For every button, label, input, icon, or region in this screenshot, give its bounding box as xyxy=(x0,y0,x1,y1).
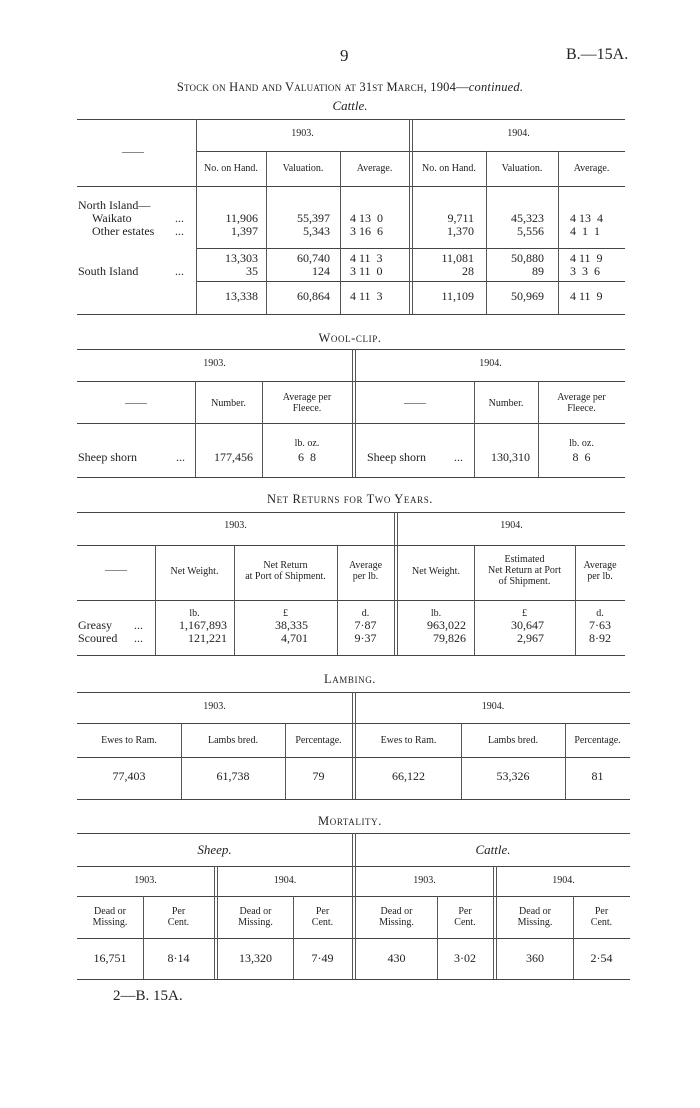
net-cell: 121,221 xyxy=(188,631,227,645)
cattle-cell: 13,303 xyxy=(225,251,258,265)
cattle-cell: 11,081 xyxy=(441,251,474,265)
net-cell: 2,967 xyxy=(517,631,544,645)
net-stub-dash: —— xyxy=(105,564,127,576)
leader-dots: ... xyxy=(134,631,143,645)
wool-average-1903: 6 8 xyxy=(298,450,316,464)
cattle-header-valuation-1903: Valuation. xyxy=(282,163,324,174)
net-header-avg-1903: Average per lb. xyxy=(348,560,383,582)
net-cell: 8·92 xyxy=(589,631,611,645)
title-main: Stock on Hand and Valuation at 31st March, 1904— xyxy=(176,80,469,94)
lambing-header-lambs-1903: Lambs bred. xyxy=(208,735,258,746)
lambing-lambs-1903: 61,738 xyxy=(216,769,250,783)
lambing-ewes-1904: 66,122 xyxy=(392,769,425,783)
cattle-cell: 1,370 xyxy=(447,224,474,238)
mortality-header-per-cent: Per Cent. xyxy=(311,906,334,928)
mortality-header-dead: Dead or Missing. xyxy=(92,906,128,928)
mortality-title: Mortality. xyxy=(318,814,382,828)
net-header-avg-1904: Average per lb. xyxy=(583,560,617,582)
net-cell: 4,701 xyxy=(281,631,308,645)
lambing-header-pct-1903: Percentage. xyxy=(295,735,342,746)
net-unit-lb-1903: lb. xyxy=(189,608,200,619)
net-cell: 38,335 xyxy=(275,618,308,632)
wool-units-1904: lb. oz. xyxy=(569,438,594,449)
cattle-header-average-1904: Average. xyxy=(573,163,610,174)
wool-number-1904: 130,310 xyxy=(491,450,530,464)
cattle-cell: 4 11 3 xyxy=(350,289,383,303)
wool-number-1903: 177,456 xyxy=(214,450,253,464)
lambing-lambs-1904: 53,326 xyxy=(496,769,530,783)
leader-dots: ... xyxy=(175,264,184,278)
net-unit-pound-1904: £ xyxy=(522,608,527,619)
cattle-cell: 1,397 xyxy=(231,224,258,238)
lambing-year-1903: 1903. xyxy=(203,701,226,712)
wool-header-avg-1904: Average per Fleece. xyxy=(557,392,606,414)
page-number: 9 xyxy=(340,46,349,65)
cattle-cell: 3 3 6 xyxy=(570,264,600,278)
cattle-cell: 11,109 xyxy=(441,289,474,303)
cattle-cell: 35 xyxy=(246,264,258,278)
mortality-sheep-heading: Sheep. xyxy=(197,842,232,857)
lambing-pct-1904: 81 xyxy=(591,769,604,783)
cattle-cell: 60,864 xyxy=(297,289,330,303)
wool-header-avg-1903: Average per Fleece. xyxy=(282,392,332,414)
net-unit-pound-1903: £ xyxy=(283,608,288,619)
cattle-cell: 5,343 xyxy=(303,224,330,238)
net-header-weight-1903: Net Weight. xyxy=(170,566,219,577)
net-header-return-1904: Estimated Net Return at Port of Shipment. xyxy=(487,554,562,587)
leader-dots: ... xyxy=(134,618,143,632)
net-unit-d-1904: d. xyxy=(596,608,604,619)
net-year-1904: 1904. xyxy=(500,520,523,531)
cattle-cell: 60,740 xyxy=(297,251,330,265)
mortality-cattle-dead-1903: 430 xyxy=(387,951,406,965)
mortality-header-per-cent: Per Cent. xyxy=(454,906,476,928)
net-returns-title: Net Returns for Two Years. xyxy=(266,492,434,506)
wool-header-number-1904: Number. xyxy=(488,398,524,409)
mortality-sheep-pct-1904: 7·49 xyxy=(311,951,334,965)
cattle-cell: 124 xyxy=(312,264,330,278)
cattle-stub-dash: —— xyxy=(122,146,144,158)
leader-dots: ... xyxy=(175,224,184,238)
mortality-sheep-dead-1903: 16,751 xyxy=(93,951,127,965)
cattle-cell: 4 11 9 xyxy=(570,289,603,303)
cattle-cell: 4 13 4 xyxy=(570,211,603,225)
wool-stub-dash-1903: —— xyxy=(125,397,147,409)
cattle-cell: 45,323 xyxy=(511,211,544,225)
cattle-cell: 4 13 0 xyxy=(350,211,383,225)
lambing-ewes-1903: 77,403 xyxy=(112,769,146,783)
wool-average-1904: 8 6 xyxy=(572,450,591,464)
wool-row-label-1903: Sheep shorn xyxy=(78,450,137,464)
cattle-cell: 4 11 9 xyxy=(570,251,603,265)
net-cell: 7·63 xyxy=(589,618,611,632)
mortality-sheep-year-1904: 1904. xyxy=(273,875,297,886)
cattle-header-average-1903: Average. xyxy=(356,163,393,174)
mortality-header-dead: Dead or Missing. xyxy=(517,906,553,928)
mortality-header-per-cent: Per Cent. xyxy=(167,906,190,928)
wool-clip-title: Wool-clip. xyxy=(318,331,382,345)
net-row-label-greasy: Greasy xyxy=(78,618,112,632)
net-unit-lb-1904: lb. xyxy=(430,608,442,619)
mortality-sheep-year-1903: 1903. xyxy=(134,875,157,886)
cattle-subtitle: Cattle. xyxy=(332,98,368,113)
lambing-header-ewes-1904: Ewes to Ram. xyxy=(380,735,437,746)
net-header-return-1903: Net Return at Port of Shipment. xyxy=(245,560,326,582)
cattle-cell: 50,880 xyxy=(511,251,544,265)
lambing-year-1904: 1904. xyxy=(481,701,505,712)
north-island-label: North Island— xyxy=(78,198,151,212)
wool-year-1904: 1904. xyxy=(479,358,502,369)
wool-header-number-1903: Number. xyxy=(211,398,246,409)
leader-dots: ... xyxy=(454,450,463,464)
lambing-header-pct-1904: Percentage. xyxy=(574,735,621,746)
net-cell: 9·37 xyxy=(354,631,377,645)
net-unit-d-1903: d. xyxy=(361,608,370,619)
row-label-south-island: South Island xyxy=(78,264,139,278)
mortality-cattle-pct-1903: 3·02 xyxy=(454,951,476,965)
cattle-year-1904: 1904. xyxy=(507,128,530,139)
net-header-weight-1904: Net Weight. xyxy=(412,566,460,577)
net-cell: 7·87 xyxy=(354,618,377,632)
cattle-cell: 89 xyxy=(532,264,544,278)
mortality-sheep-dead-1904: 13,320 xyxy=(239,951,272,965)
net-row-label-scoured: Scoured xyxy=(78,631,118,645)
net-cell: 79,826 xyxy=(433,631,466,645)
cattle-cell: 28 xyxy=(462,264,474,278)
net-cell: 30,647 xyxy=(511,618,544,632)
cattle-cell: 4 11 3 xyxy=(350,251,383,265)
cattle-cell: 11,906 xyxy=(225,211,258,225)
net-cell: 963,022 xyxy=(427,618,466,632)
leader-dots: ... xyxy=(175,211,184,225)
cattle-header-no-on-hand-1904: No. on Hand. xyxy=(422,163,476,174)
mortality-cattle-year-1904: 1904. xyxy=(552,875,575,886)
mortality-cattle-pct-1904: 2·54 xyxy=(590,951,613,965)
row-label-waikato: Waikato xyxy=(92,211,132,225)
document-reference: B.—15A. xyxy=(566,46,629,63)
wool-year-1903: 1903. xyxy=(203,358,226,369)
leader-dots: ... xyxy=(176,450,185,464)
mortality-header-dead: Dead or Missing. xyxy=(379,906,414,928)
title-continued: continued. xyxy=(468,80,524,94)
mortality-cattle-dead-1904: 360 xyxy=(526,951,544,965)
mortality-cattle-year-1903: 1903. xyxy=(413,875,436,886)
row-label-other-estates: Other estates xyxy=(92,224,155,238)
cattle-year-1903: 1903. xyxy=(291,128,314,139)
cattle-cell: 5,556 xyxy=(517,224,544,238)
net-year-1903: 1903. xyxy=(224,520,247,531)
cattle-cell: 3 16 6 xyxy=(350,224,383,238)
lambing-header-lambs-1904: Lambs bred. xyxy=(488,735,538,746)
cattle-header-no-on-hand-1903: No. on Hand. xyxy=(204,163,258,174)
lambing-header-ewes-1903: Ewes to Ram. xyxy=(101,735,157,746)
cattle-cell: 50,969 xyxy=(511,289,544,303)
lambing-pct-1903: 79 xyxy=(312,769,325,783)
lambing-title: Lambing. xyxy=(323,672,377,686)
cattle-cell: 9,711 xyxy=(447,211,474,225)
cattle-cell: 3 11 0 xyxy=(350,264,383,278)
cattle-cell: 55,397 xyxy=(297,211,330,225)
mortality-cattle-heading: Cattle. xyxy=(475,842,511,857)
wool-row-label-1904: Sheep shorn xyxy=(367,450,426,464)
wool-units-1903: lb. oz. xyxy=(294,438,320,449)
net-cell: 1,167,893 xyxy=(179,618,227,632)
mortality-header-dead: Dead or Missing. xyxy=(238,906,273,928)
cattle-cell: 13,338 xyxy=(225,289,258,303)
cattle-header-valuation-1904: Valuation. xyxy=(501,163,543,174)
wool-stub-dash-1904: —— xyxy=(404,397,426,409)
page-title xyxy=(0,80,700,95)
cattle-cell: 4 1 1 xyxy=(570,224,600,238)
page-footer: 2—B. 15A. xyxy=(113,988,183,1004)
mortality-header-per-cent: Per Cent. xyxy=(590,906,613,928)
mortality-sheep-pct-1903: 8·14 xyxy=(167,951,190,965)
